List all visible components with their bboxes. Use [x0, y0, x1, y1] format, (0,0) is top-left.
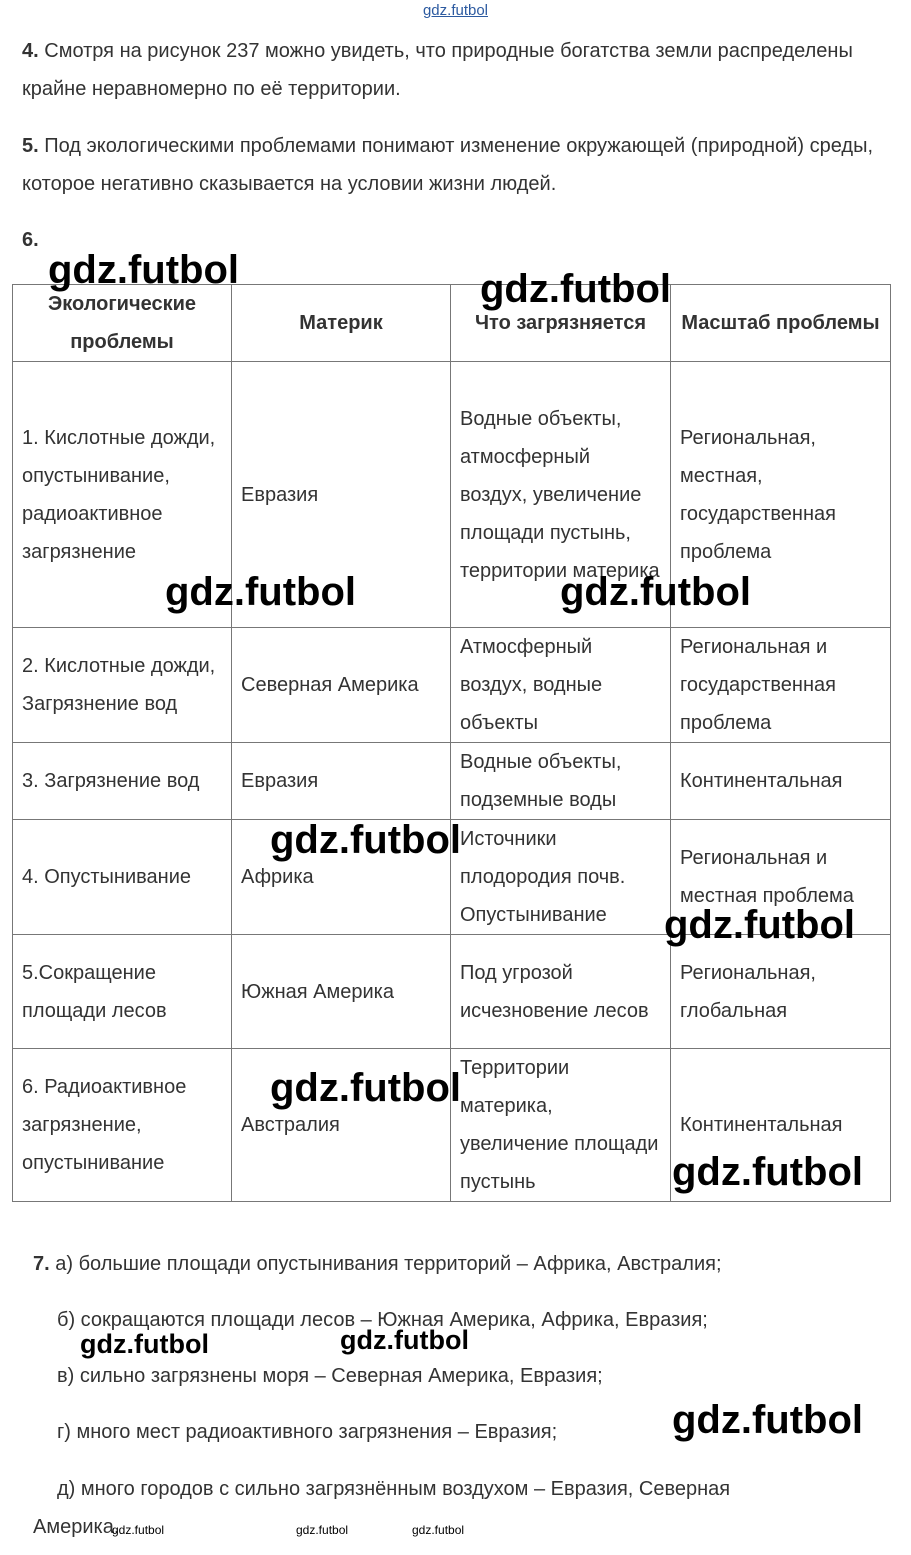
table-cell: Континентальная: [671, 743, 891, 820]
ecology-table: [12, 284, 891, 1202]
answer-5: [22, 127, 892, 203]
table-header-row: [13, 285, 891, 362]
table-row: [13, 820, 891, 935]
watermark: gdz.futbol: [296, 1523, 349, 1537]
table-cell: Региональная, местная, государственная проблема: [671, 362, 891, 628]
answer-7a-text: а) большие площади опустынивания территорий – Африка, Австралия;: [55, 1253, 722, 1275]
answer-5-number: 5.: [22, 135, 39, 157]
watermark: gdz.futbol: [165, 570, 357, 614]
answer-7v: в) сильно загрязнены моря – Северная Америка, Евразия;: [57, 1365, 603, 1387]
answer-6: [22, 221, 892, 259]
table-cell: 3. Загрязнение вод: [13, 743, 232, 820]
answer-7-number: 7.: [33, 1253, 50, 1275]
watermark: gdz.futbol: [340, 1325, 469, 1355]
table-cell: Евразия: [232, 362, 451, 628]
table-cell: Водные объекты, подземные воды: [451, 743, 671, 820]
watermark: gdz.futbol: [560, 570, 752, 614]
watermark: gdz.futbol: [664, 903, 856, 947]
table-header-cell: Масштаб проблемы: [671, 285, 891, 362]
answer-4-number: 4.: [22, 40, 39, 62]
table-cell: Атмосферный воздух, водные объекты: [451, 628, 671, 743]
table-cell: 6. Радиоактивное загрязнение, опустынивание: [13, 1049, 232, 1202]
answer-4-text: Смотря на рисунок 237 можно увидеть, что природные богатства земли распределены крайне неравномерно по её территории.: [22, 40, 853, 100]
table-row: [13, 628, 891, 743]
watermark: gdz.futbol: [672, 1398, 864, 1442]
table-header-cell: Что загрязняется: [451, 285, 671, 362]
table-cell: Источники плодородия почв. Опустынивание: [451, 820, 671, 935]
table-cell: 5.Сокращение площади лесов: [13, 935, 232, 1049]
answer-7a: [33, 1245, 883, 1283]
table-row: [13, 1049, 891, 1202]
answer-5-text: Под экологическими проблемами понимают изменение окружающей (природной) среды, которое негативно сказывается на условии жизни людей.: [22, 135, 874, 195]
answer-7g: г) много мест радиоактивного загрязнения – Евразия;: [57, 1421, 558, 1443]
table-cell: Водные объекты, атмосферный воздух, увеличение площади пустынь, территории материка: [451, 362, 671, 628]
table-header-cell: Экологические проблемы: [13, 285, 232, 362]
site-link[interactable]: gdz.futbol: [422, 2, 489, 19]
answer-7b: б) сокращаются площади лесов – Южная Америка, Африка, Евразия;: [57, 1309, 708, 1331]
watermark: gdz.futbol: [480, 267, 672, 311]
table-cell: Австралия: [232, 1049, 451, 1202]
watermark: gdz.futbol: [412, 1523, 465, 1537]
table-cell: Региональная и местная проблема: [671, 820, 891, 935]
table-cell: 2. Кислотные дожди, Загрязнение вод: [13, 628, 232, 743]
watermark: gdz.futbol: [270, 818, 462, 862]
watermark: gdz.futbol: [112, 1523, 165, 1537]
answer-6-number: 6.: [22, 229, 39, 251]
watermark: gdz.futbol: [672, 1150, 864, 1194]
table-cell: 1. Кислотные дожди, опустынивание, радиоактивное загрязнение: [13, 362, 232, 628]
table-cell: Под угрозой исчезновение лесов: [451, 935, 671, 1049]
answer-7d: д) много городов с сильно загрязнённым воздухом – Евразия, Северная Америка.: [33, 1478, 731, 1538]
watermark: gdz.futbol: [48, 248, 240, 292]
table-cell: 4. Опустынивание: [13, 820, 232, 935]
watermark: gdz.futbol: [270, 1066, 462, 1110]
answer-4: [22, 32, 892, 108]
table-row: [13, 362, 891, 628]
watermark: gdz.futbol: [80, 1329, 209, 1359]
table-row: [13, 743, 891, 820]
table-row: [13, 935, 891, 1049]
table-header-cell: Материк: [232, 285, 451, 362]
table-cell: Африка: [232, 820, 451, 935]
table-cell: Региональная, глобальная: [671, 935, 891, 1049]
table-cell: Евразия: [232, 743, 451, 820]
table-cell: Южная Америка: [232, 935, 451, 1049]
table-cell: Региональная и государственная проблема: [671, 628, 891, 743]
table-cell: Территории материка, увеличение площади пустынь: [451, 1049, 671, 1202]
table-cell: Континентальная: [671, 1049, 891, 1202]
table-cell: Северная Америка: [232, 628, 451, 743]
